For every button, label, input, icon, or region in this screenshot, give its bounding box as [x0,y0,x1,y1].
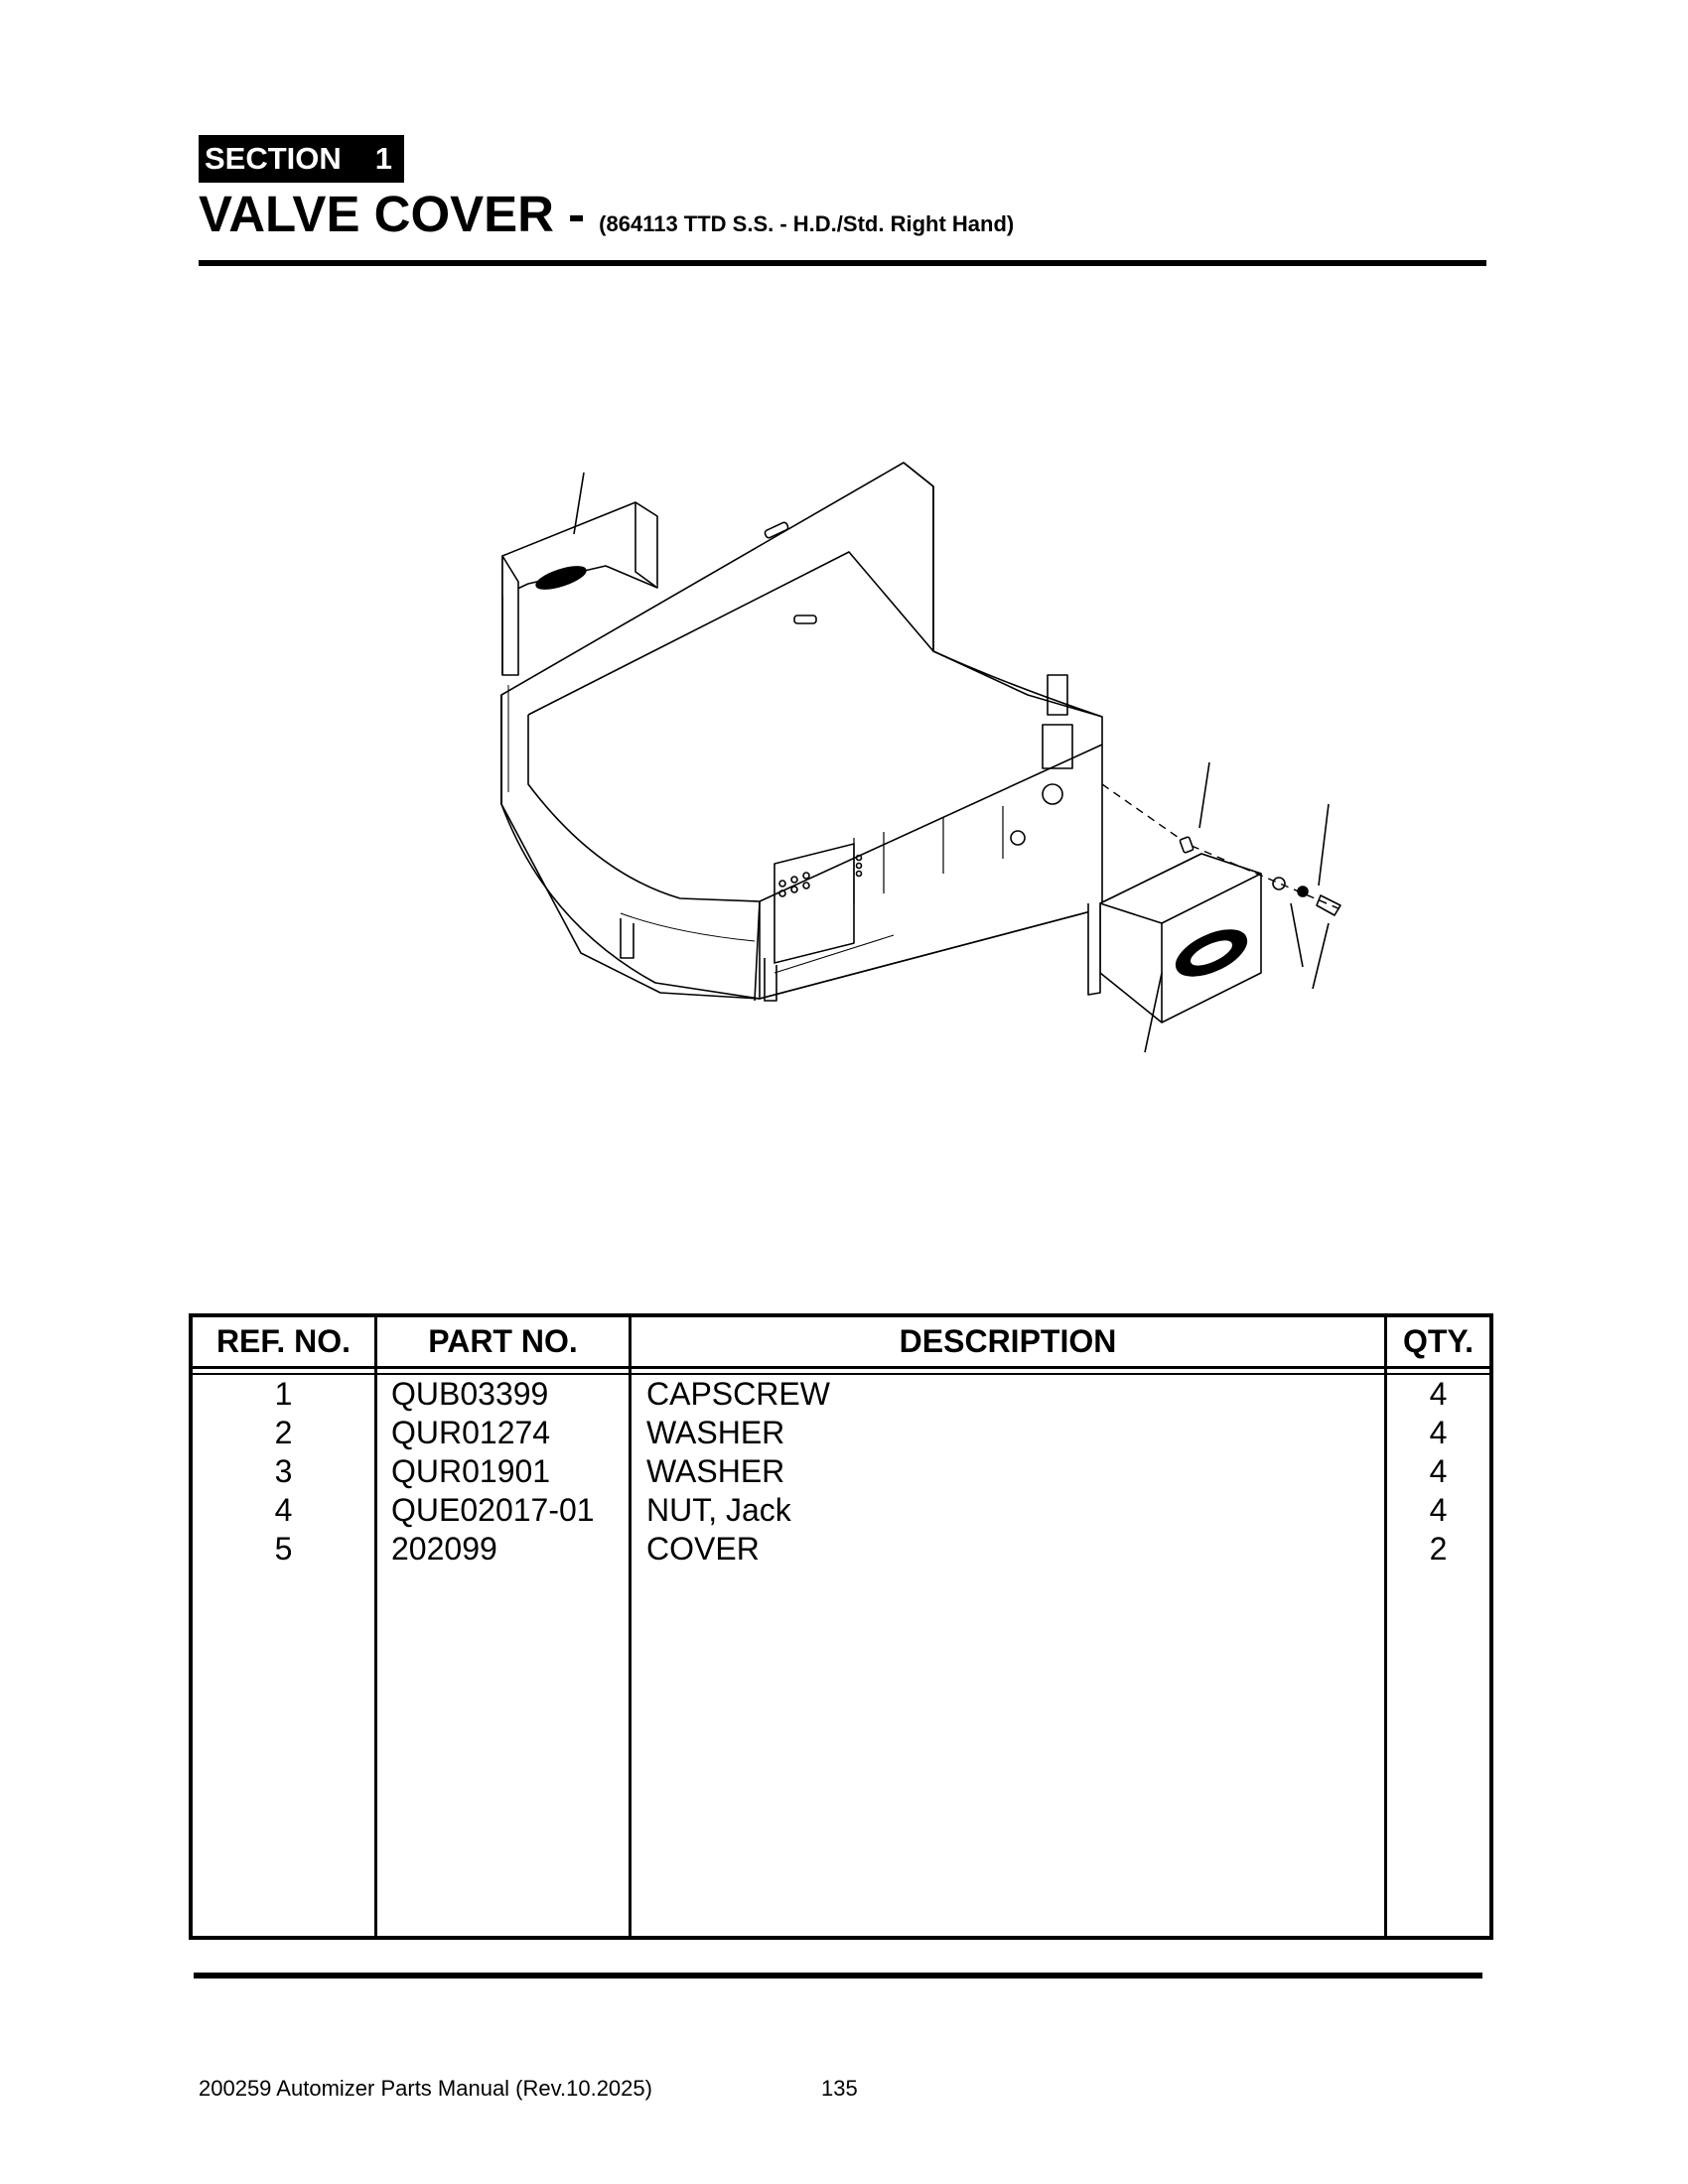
row-part-no: QUE02017-01 [391,1492,595,1528]
section-label: SECTION [205,141,342,176]
row-qty: 2 [1429,1531,1448,1567]
parts-table [189,1313,1493,1940]
section-badge [199,135,404,183]
section-number: 1 [374,141,393,176]
page-title [199,182,1014,247]
row-part-no: QUR01274 [391,1415,551,1450]
row-ref-no: 5 [274,1531,293,1567]
row-ref-no: 4 [274,1492,293,1528]
footer-rule [194,1973,1482,1979]
row-description: COVER [646,1531,760,1567]
header-part-no: PART NO. [428,1323,578,1359]
header-ref-no: REF. NO. [215,1323,352,1359]
row-ref-no: 2 [274,1415,293,1450]
row-qty: 4 [1429,1376,1448,1412]
right-cover [1088,854,1261,1023]
row-description: CAPSCREW [646,1376,830,1412]
title-main: VALVE COVER - [199,186,586,242]
row-ref-no: 3 [274,1453,293,1489]
footer-page-number: 135 [821,2076,858,2101]
row-qty: 4 [1429,1415,1448,1450]
header-rule [199,260,1486,266]
row-qty: 4 [1429,1492,1448,1528]
header-divider [193,1373,1489,1375]
exploded-parts-diagram [467,457,1390,1092]
header-divider [193,1366,1489,1369]
row-ref-no: 1 [274,1376,293,1412]
column-divider [629,1317,632,1936]
row-part-no: 202099 [391,1531,497,1567]
footer-manual-title: 200259 Automizer Parts Manual (Rev.10.2025) [199,2076,652,2101]
row-part-no: QUB03399 [391,1376,549,1412]
row-qty: 4 [1429,1453,1448,1489]
header-description: DESCRIPTION [899,1323,1117,1359]
row-description: WASHER [646,1453,785,1489]
row-description: WASHER [646,1415,785,1450]
row-part-no: QUR01901 [391,1453,551,1489]
column-divider [374,1317,377,1936]
title-subtitle: (864113 TTD S.S. - H.D./Std. Right Hand) [599,211,1015,236]
row-description: NUT, Jack [646,1492,791,1528]
header-qty: QTY. [1402,1323,1475,1359]
